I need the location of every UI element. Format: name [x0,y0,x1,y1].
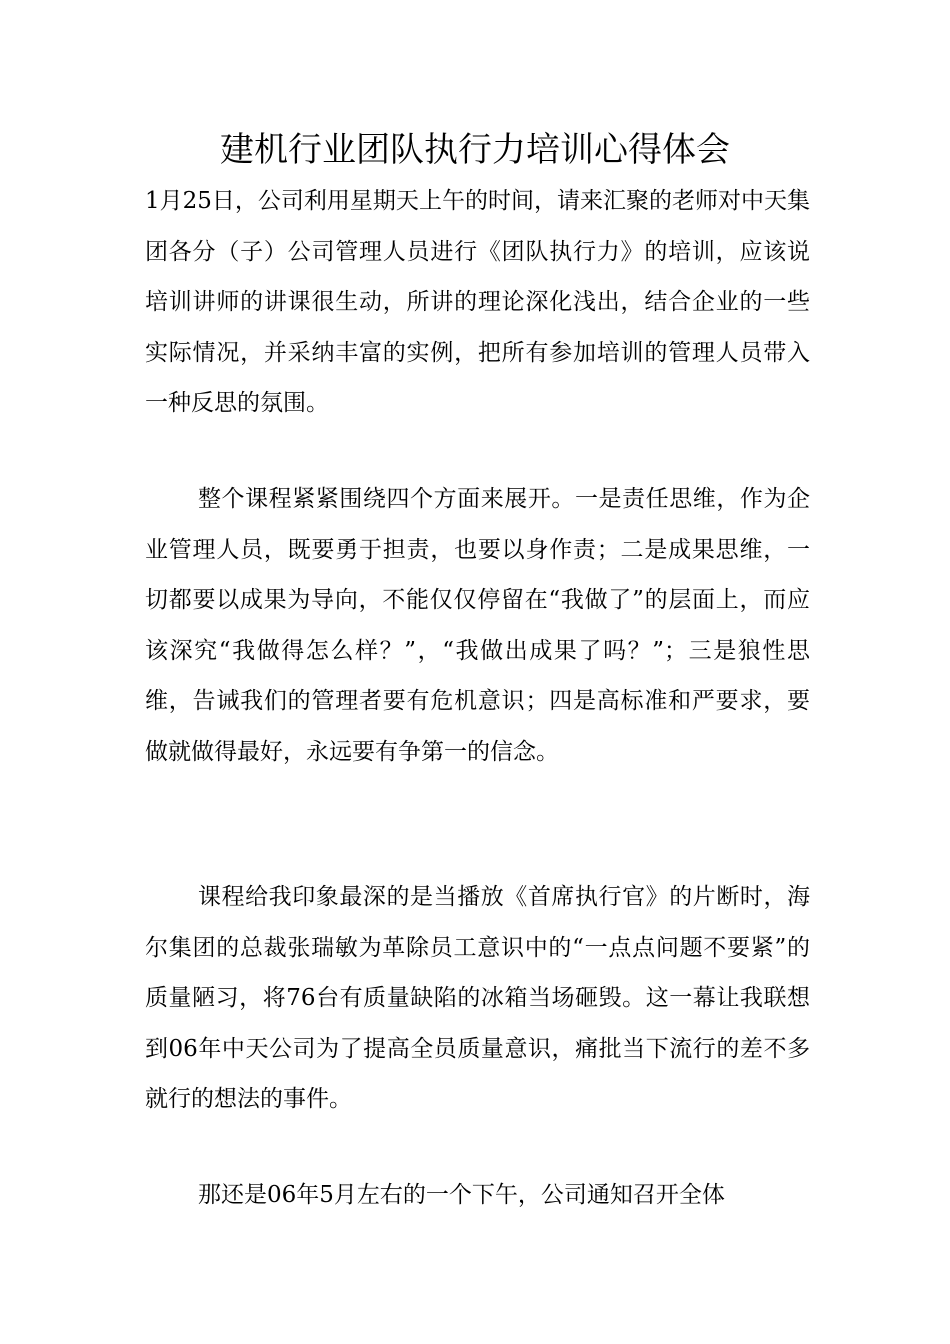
document-title: 建机行业团队执行力培训心得体会 [220,130,730,170]
paragraph-2: 整个课程紧紧围绕四个方面来展开。一是责任思维，作为企业管理人员，既要勇于担责，也要以身作责；二是成果思维，一切都要以成果为导向，不能仅仅停留在“我做了”的层面上，而应该深究“我做得怎么样？”，“我做出成果了吗？”；三是狼性思维，告诫我们的管理者要有危机意识；四是高标准和严要求，要做就做得最好，永远要有争第一的信念。 [145,486,810,765]
paragraph-4: 那还是06年5月左右的一个下午，公司通知召开全体 [198,1182,725,1208]
paragraph-3: 课程给我印象最深的是当播放《首席执行官》的片断时，海尔集团的总裁张瑞敏为革除员工意识中的“一点点问题不要紧”的质量陋习，将76台有质量缺陷的冰箱当场砸毁。这一幕让我联想到06年中天公司为了提高全员质量意识，痛批当下流行的差不多就行的想法的事件。 [145,884,810,1112]
paragraph-1: 1月25日，公司利用星期天上午的时间，请来汇聚的老师对中天集团各分（子）公司管理人员进行《团队执行力》的培训，应该说培训讲师的讲课很生动，所讲的理论深化浅出，结合企业的一些实际情况，并采纳丰富的实例，把所有参加培训的管理人员带入一种反思的氛围。 [145,188,810,416]
